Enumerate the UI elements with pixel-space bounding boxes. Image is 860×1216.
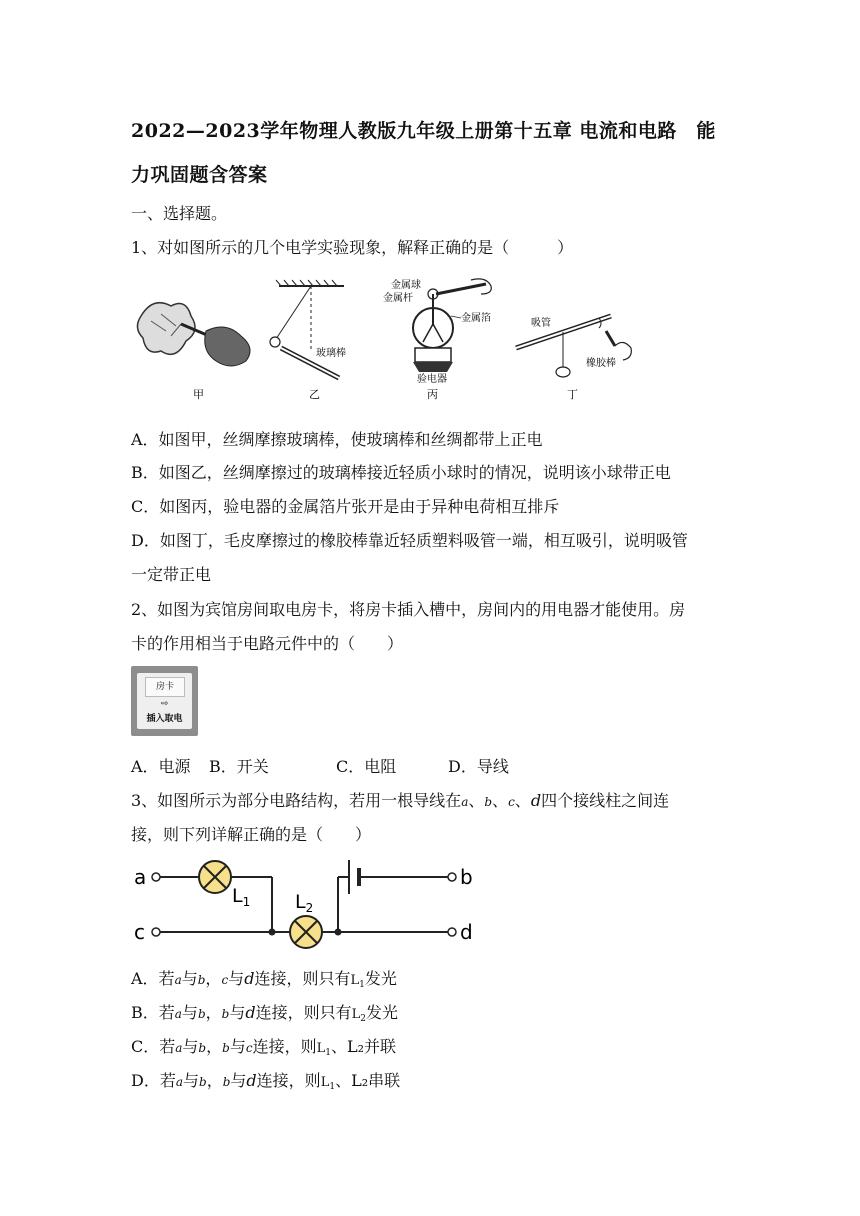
q3-option-c: C．若a与b，b与c连接，则$L_1$、L₂并联 (131, 1037, 396, 1058)
metal-ball-label: 金属球 (391, 280, 421, 291)
q1-option-c: C．如图丙，验电器的金属箔片张开是由于异种电荷相互排斥 (131, 497, 560, 516)
section-heading: 一、选择题。 (131, 204, 228, 223)
q1-option-d-cont: 一定带正电 (131, 565, 212, 584)
page-title-line2: 力巩固题含答案 (131, 164, 268, 186)
figure-jia (137, 303, 250, 401)
q1-option-a: A．如图甲，丝绸摩擦玻璃棒，使玻璃棒和丝绸都带上正电 (131, 430, 543, 449)
lamp2-label: $L_2$ (295, 891, 314, 915)
terminal-b (448, 873, 456, 881)
pith-ball (270, 337, 280, 347)
q2-option-c: C．电阻 (336, 757, 397, 776)
q2-stem-line2: 卡的作用相当于电路元件中的（ ） (131, 634, 404, 653)
figure-label-bing: 丙 (427, 388, 438, 401)
terminal-c (152, 928, 160, 936)
terminal-label-a: a (134, 865, 147, 889)
insert-label: 插入取电 (146, 714, 183, 724)
terminal-label-c: c (134, 920, 145, 944)
q2-option-b: B．开关 (209, 757, 269, 776)
figure-bing (383, 278, 491, 401)
terminal-label-b: b (460, 865, 473, 889)
q3-option-a: A．若a与b，c与d连接，则只有$L_1$发光 (131, 969, 397, 990)
q1-option-b: B．如图乙，丝绸摩擦过的玻璃棒接近轻质小球时的情况，说明该小球带正电 (131, 463, 671, 482)
figure-label-ding: 丁 (567, 388, 578, 401)
card-label: 房卡 (145, 677, 185, 697)
glass-rod-label: 玻璃棒 (316, 348, 346, 359)
arrow-icon: ⇨ (160, 699, 169, 709)
terminal-a (152, 873, 160, 881)
q3-option-d: D．若a与b，b与d连接，则$L_1$、L₂串联 (131, 1071, 401, 1092)
terminal-label-d: d (460, 920, 473, 944)
q1-stem: 1、对如图所示的几个电学实验现象，解释正确的是（ ） (131, 238, 574, 257)
q3-option-b: B．若a与b，b与d连接，则只有$L_2$发光 (131, 1003, 398, 1024)
metal-stem-label: 金属杆 (383, 293, 413, 304)
rubber-rod-label: 橡胶棒 (586, 358, 616, 369)
figure-ding (516, 316, 631, 401)
electroscope-label: 验电器 (417, 374, 447, 385)
room-card-photo (131, 666, 198, 736)
q3-stem-line1: 3、如图所示为部分电路结构，若用一根导线在a、b、c、d四个接线柱之间连 (131, 791, 670, 810)
q3-circuit (131, 850, 481, 950)
figure-label-yi: 乙 (309, 388, 320, 401)
q1-option-d: D．如图丁，毛皮摩擦过的橡胶棒靠近轻质塑料吸管一端，相互吸引，说明吸管 (131, 531, 688, 550)
q3-stem-line2: 接，则下列详解正确的是（ ） (131, 825, 372, 844)
metal-foil-label: 金属箔 (461, 313, 491, 324)
q2-stem-line1: 2、如图为宾馆房间取电房卡，将房卡插入槽中，房间内的用电器才能使用。房 (131, 600, 686, 619)
terminal-d (448, 928, 456, 936)
straw-label: 吸管 (531, 318, 551, 329)
lamp1-label: $L_1$ (232, 885, 251, 909)
figure-yi (270, 280, 346, 401)
figure-label-jia: 甲 (193, 388, 204, 401)
q2-option-d: D．导线 (448, 757, 509, 776)
q2-option-a: A．电源 (131, 757, 191, 776)
page-title-line1: 2022—2023学年物理人教版九年级上册第十五章 电流和电路 能 (131, 120, 716, 142)
q1-figure (131, 276, 651, 406)
